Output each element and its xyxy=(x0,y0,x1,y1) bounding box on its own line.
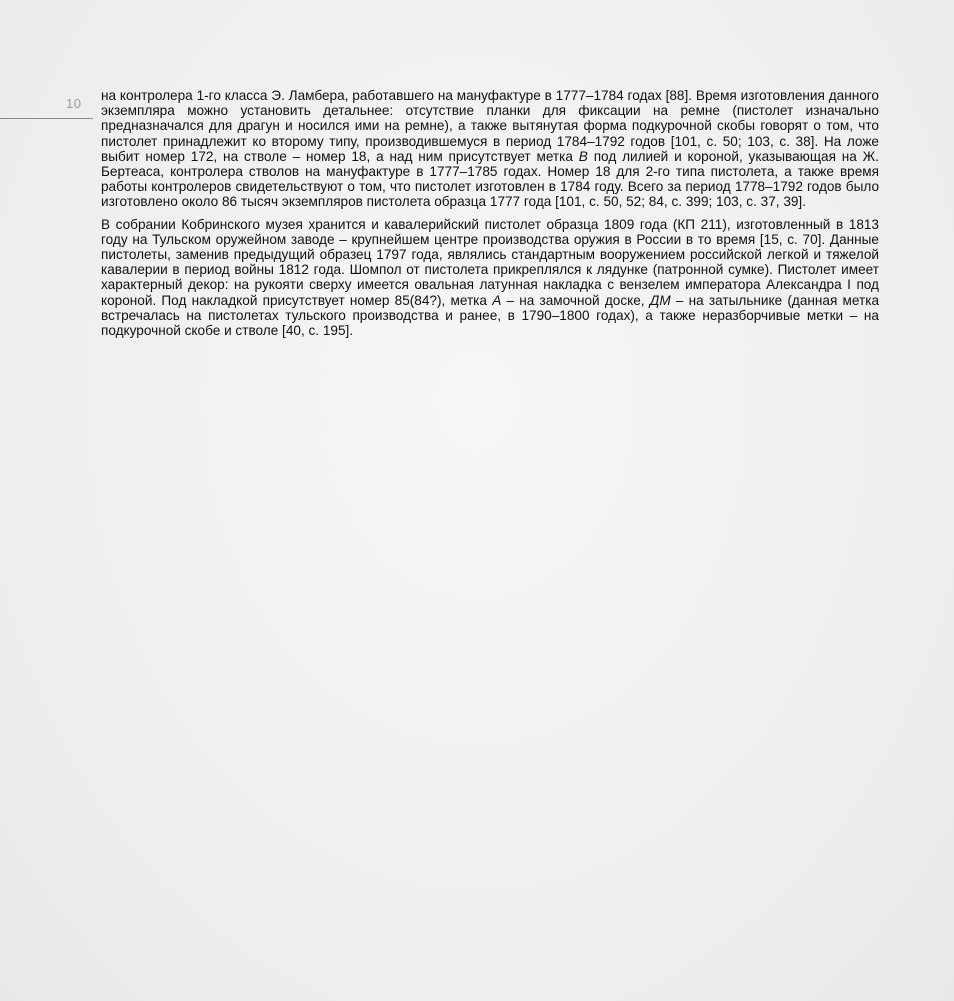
margin-rule xyxy=(0,118,93,119)
paragraph-1 xyxy=(101,88,879,210)
mark-b-italic: В xyxy=(578,148,588,164)
paragraph-1-text-b: под лилией и короной, указывающая на Ж. Бертеаса, контролера стволов на мануфактуре в 1777–1785 годах. Номер 18 для 2-го типа пистолета, а также время работы контролеров свидетельствуют о том, что пистолет изготовлен в 1784 году. Всего за период 1778–1792 годов было изготовлено около 86 тысяч экземпляров пистолета образца 1777 года [101, с. 50, 52; 84, с. 399; 103, с. 37, 39]. xyxy=(101,148,879,210)
body-text xyxy=(101,88,879,345)
paragraph-1-text-a: на контролера 1-го класса Э. Ламбера, работавшего на мануфактуре в 1777–1784 годах [88]. Время изготовления данного экземпляра можно установить детальнее: отсутствие планки для фиксации на ремне (пистолет изначально предназначался для драгун и носился ими на ремне), а также вытянутая форма подкурочной скобы говорят о том, что пистолет принадлежит ко второму типу, производившемуся в период 1784–1792 годов [101, с. 50; 103, с. 38]. На ложе выбит номер 172, на стволе – номер 18, а над ним присутствует метка xyxy=(101,88,879,164)
mark-a-italic: А xyxy=(492,292,502,308)
mark-dm-italic: ДМ xyxy=(649,292,671,308)
paragraph-2-text-c: – на затыльнике (данная метка встречалась на пистолетах тульского производства и ранее, в 1790–1800 годах), а также неразборчивые метки – на подкурочной скобе и стволе [40, с. 195]. xyxy=(101,292,879,339)
page-number: 10 xyxy=(66,96,82,111)
paragraph-2-text-a: В собрании Кобринского музея хранится и кавалерийский пистолет образца 1809 года (КП 211), изготовленный в 1813 году на Тульском оружейном заводе – крупнейшем центре производства оружия в России в то время [15, с. 70]. Данные пистолеты, заменив предыдущий образец 1797 года, являлись стандартным вооружением российской легкой и тяжелой кавалерии в период войны 1812 года. Шомпол от пистолета прикреплялся к лядунке (патронной сумке). Пистолет имеет характерный декор: на рукояти сверху имеется овальная латунная накладка с вензелем императора Александра I под короной. Под накладкой присутствует номер 85(84?), метка xyxy=(101,216,879,308)
paragraph-2-text-b: – на замочной доске, xyxy=(501,292,650,308)
paragraph-2 xyxy=(101,217,879,339)
